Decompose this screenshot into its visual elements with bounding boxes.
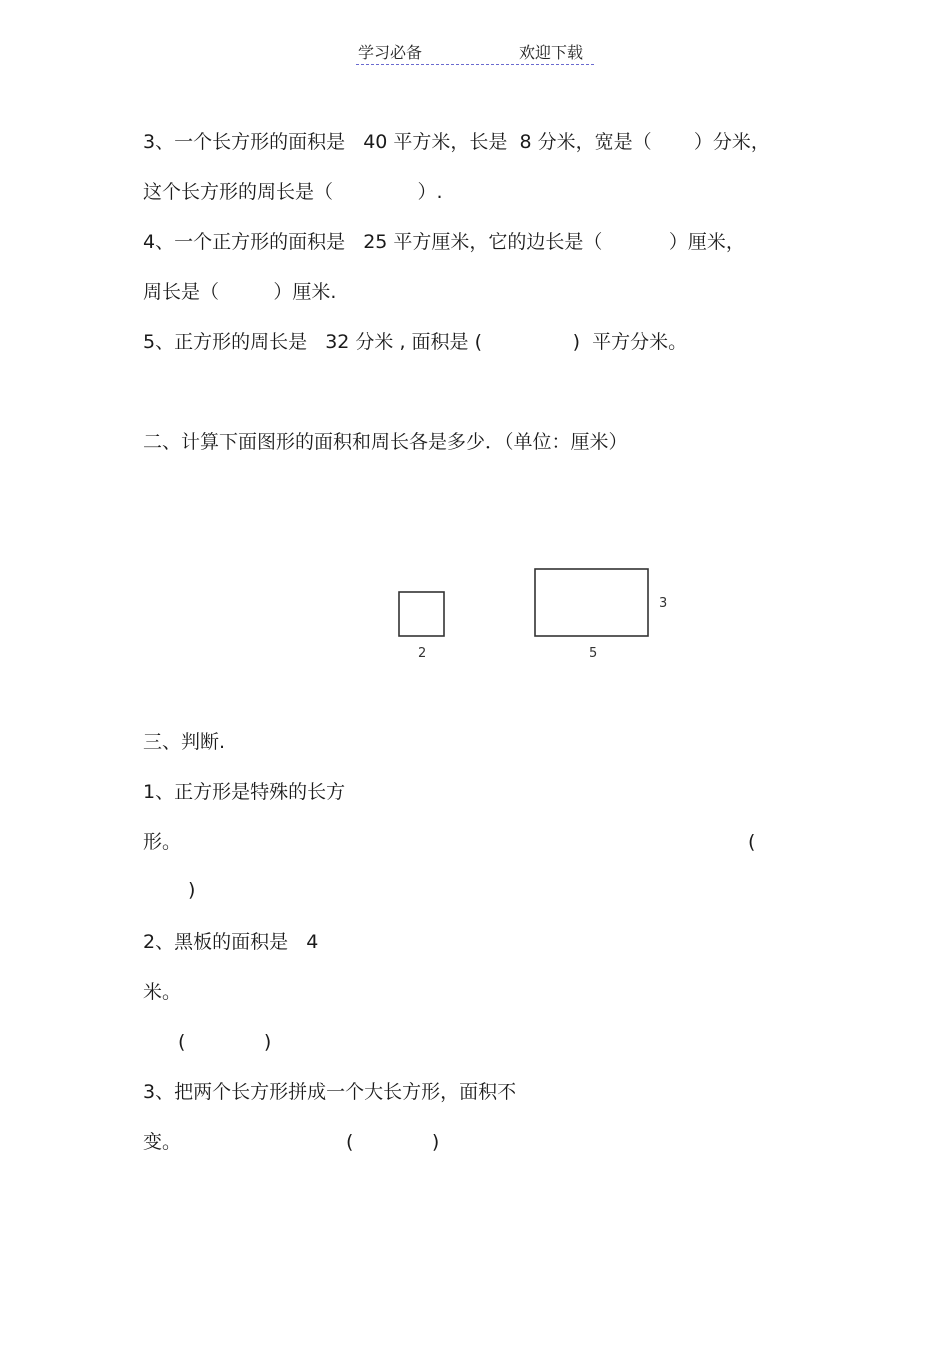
judge-2-line-1: 2、黑板的面积是 4 <box>143 931 319 953</box>
judge-2-line-2: 米。 <box>143 981 182 1003</box>
judge-3-line-2: 变。 <box>143 1131 182 1153</box>
judge-3-answer-parens: ( ) <box>346 1131 440 1153</box>
square-side-label: 2 <box>418 646 427 661</box>
question-5: 5、正方形的周长是 32 分米 , 面积是 ( ) 平方分米。 <box>143 331 688 353</box>
question-4-line-1: 4、一个正方形的面积是 25 平方厘米，它的边长是（ ）厘米， <box>143 231 745 253</box>
question-4-line-2: 周长是（ ）厘米. <box>143 281 337 303</box>
header-left-text: 学习必备 <box>358 43 423 62</box>
judge-1-answer-open-paren: ( <box>748 831 756 853</box>
judge-2-answer-parens: ( ) <box>178 1031 272 1053</box>
header-right-text: 欢迎下载 <box>519 43 584 62</box>
section-3-heading: 三、判断. <box>143 731 226 753</box>
judge-1-answer-close-paren: ) <box>188 879 196 901</box>
judge-3-line-1: 3、把两个长方形拼成一个大长方形，面积不 <box>143 1081 517 1103</box>
shapes-figure <box>380 555 700 670</box>
question-3-line-1: 3、一个长方形的面积是 40 平方米，长是 8 分米，宽是（ ）分米， <box>143 131 770 153</box>
judge-1-line-2: 形。 <box>143 831 182 853</box>
rectangle-shape <box>535 569 648 636</box>
header-divider <box>356 64 594 65</box>
rectangle-height-label: 3 <box>659 596 668 611</box>
question-3-line-2: 这个长方形的周长是（ ）. <box>143 181 443 203</box>
judge-1-line-1: 1、正方形是特殊的长方 <box>143 781 346 803</box>
rectangle-width-label: 5 <box>589 646 598 661</box>
square-shape <box>399 592 444 636</box>
section-2-heading: 二、计算下面图形的面积和周长各是多少．（单位：厘米） <box>143 431 628 453</box>
